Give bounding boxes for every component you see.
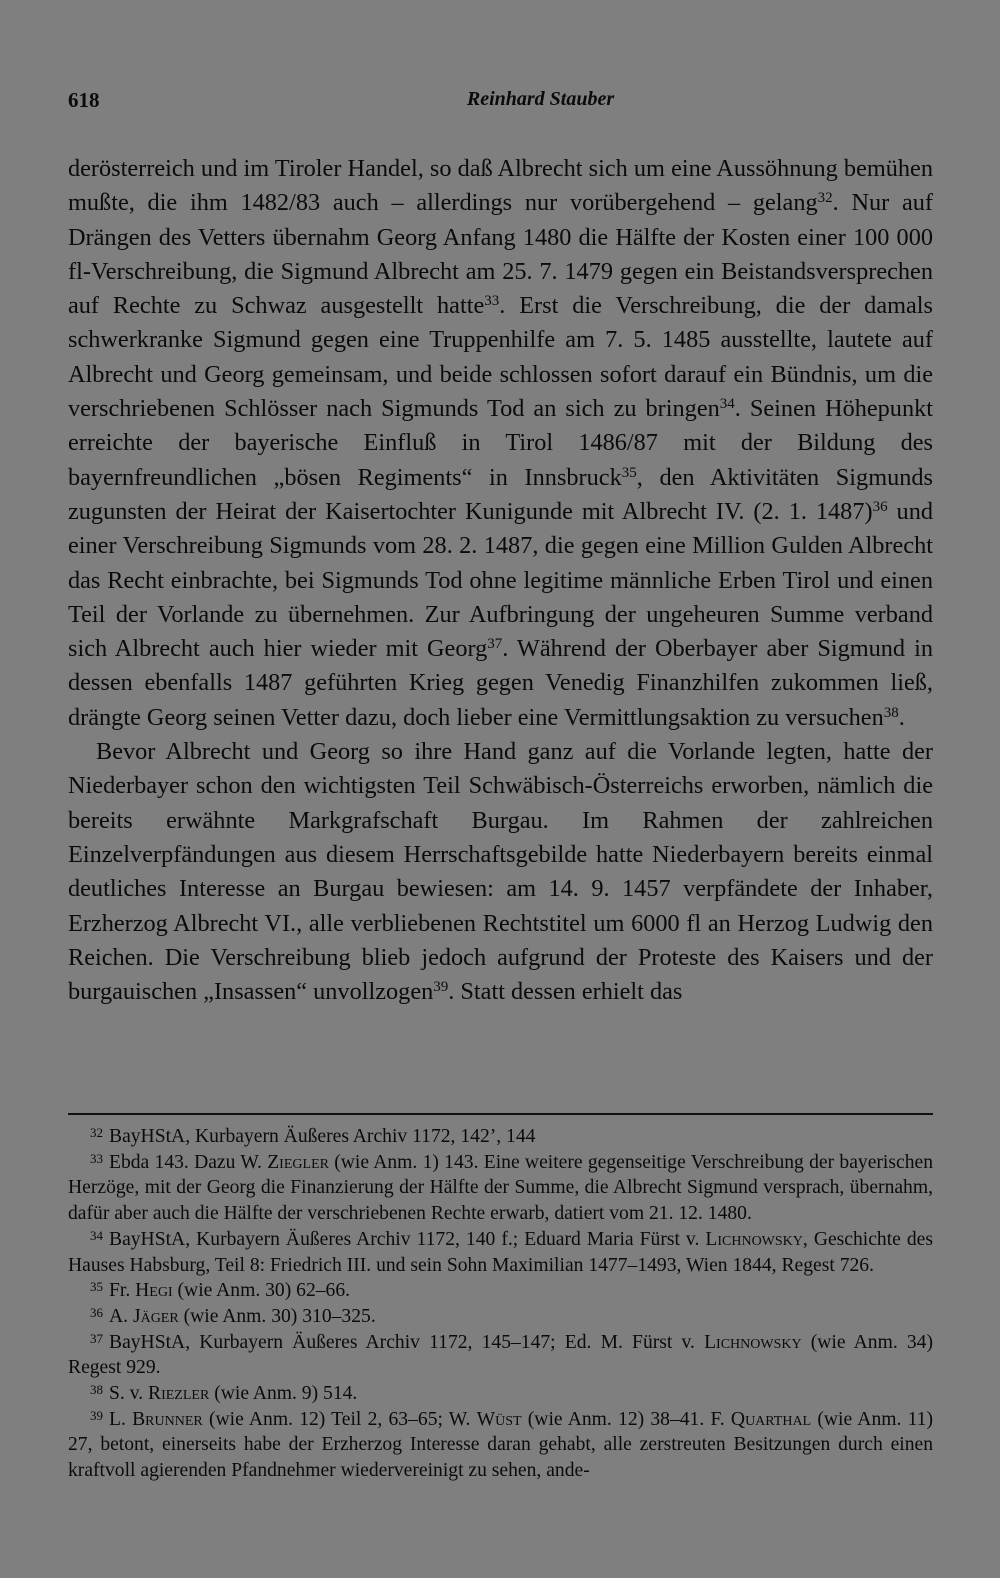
footnote-number: 36 <box>90 1304 103 1320</box>
author-name: Riezler <box>148 1383 210 1405</box>
text-segment: . Erst die Verschreibung, die der damals schwerkranke Sigmund gegen eine Truppenhilfe am 7. 5. 1485 ausstellte, lautete auf Albrecht und Georg gemeinsam, und beide schlossen sofort darauf ein Bündnis, um die verschriebenen Schlösser nach Sigmunds Tod an sich zu bringen <box>68 292 934 423</box>
footnote-ref-37: 37 <box>487 636 503 653</box>
author-name: Ziegler <box>267 1151 329 1173</box>
text-segment: , den Aktivitäten Sigmunds zugunsten der Heirat der Kaisertochter Kunigunde mit Albrecht IV. (2. 1. 1487) <box>68 463 934 525</box>
footnote-text: (wie Anm. 11) 27, betont, einerseits habe der Erzherzog Interesse daran gehabt, alle zerstreuten Besitzungen durch einen kraftvoll agierenden Pfandnehmer wiedervereinigt zu sehen, ande- <box>68 1408 933 1482</box>
footnote-33 <box>68 1150 933 1227</box>
footnote-32 <box>68 1124 933 1150</box>
footnote-text: (wie Anm. 1) 143. Eine weitere gegenseitige Verschreibung der bayerischen Herzöge, mit der Georg die Finanzierung der Hälfte der Summe, die Albrecht Sigmund versprach, übernahm, dafür aber auch die Hälfte der verschriebenen Rechte erwarb, datiert vom 21. 12. 1480. <box>68 1151 933 1225</box>
footnote-text: Ebda 143. Dazu W. <box>109 1151 268 1173</box>
paragraph-2 <box>68 735 933 1009</box>
footnote-text: (wie Anm. 9) 514. <box>209 1383 358 1405</box>
page-header <box>68 88 933 118</box>
text-segment: . <box>898 703 905 731</box>
footnote-ref-36: 36 <box>872 498 888 515</box>
footnote-text: S. v. <box>109 1383 149 1405</box>
author-name: Lichnowsky <box>704 1331 802 1353</box>
footnote-number: 35 <box>90 1279 103 1295</box>
main-text <box>68 152 933 1009</box>
footnote-ref-39: 39 <box>433 979 449 996</box>
footnotes <box>68 1124 933 1484</box>
page-number: 618 <box>68 88 100 112</box>
text-segment: . Nur auf Drängen des Vetters übernahm Georg Anfang 1480 die Hälfte der Kosten einer 100 000 fl-Verschreibung, die Sigmund Albrecht am 25. 7. 1479 gegen ein Beistandsversprechen auf Rechte zu Schwaz ausgestellt hatte <box>68 189 933 320</box>
text-segment: . Statt dessen erhielt das <box>448 978 683 1006</box>
footnote-ref-38: 38 <box>883 704 899 721</box>
footnote-number: 32 <box>90 1125 103 1140</box>
footnote-text: Fr. <box>109 1280 136 1302</box>
footnote-number: 34 <box>90 1227 103 1243</box>
footnote-34 <box>68 1227 933 1278</box>
footnote-35 <box>68 1278 933 1304</box>
footnote-text: (wie Anm. 12) 38–41. F. <box>521 1408 731 1430</box>
footnote-text: (wie Anm. 34) Regest 929. <box>68 1331 933 1379</box>
text-segment: und einer Verschreibung Sigmunds vom 28. 2. 1487, die gegen eine Million Gulden Albrecht das Recht einbrachte, bei Sigmunds Tod ohne legitime männliche Erben Tirol und einen Teil der Vorlande zu übernehmen. Zur Aufbringung der ungeheuren Summe verband sich Albrecht auch hier wieder mit Georg <box>68 497 933 663</box>
footnote-ref-32: 32 <box>817 190 833 207</box>
footnote-text: , Geschichte des Hauses Habsburg, Teil 8: Friedrich III. und sein Sohn Maximilian 1477–1493, Wien 1844, Regest 726. <box>68 1228 933 1276</box>
paragraph-1 <box>68 152 933 735</box>
footnote-number: 39 <box>90 1407 103 1423</box>
text-segment: . Seinen Höhepunkt erreichte der bayerische Einfluß in Tirol 1486/87 mit der Bildung des bayernfreundlichen „bösen Regiments“ in Innsbruck <box>68 395 934 491</box>
author-name: Quarthal <box>730 1408 812 1430</box>
footnote-ref-33: 33 <box>484 293 500 310</box>
footnote-text: (wie Anm. 12) Teil 2, 63–65; W. <box>202 1408 477 1430</box>
footnote-ref-35: 35 <box>621 464 637 481</box>
footnote-text: BayHStA, Kurbayern Äußeres Archiv 1172, 140 f.; Eduard Maria Fürst v. <box>109 1228 706 1250</box>
text-segment: Bevor Albrecht und Georg so ihre Hand ganz auf die Vorlande legten, hatte der Niederbayer schon den wichtigsten Teil Schwäbisch-Österreichs erworben, nämlich die bereits erwähnte Markgrafschaft Burgau. Im Rahmen der zahlreichen Einzelverpfändungen aus diesem Herrschaftsgebilde hatte Niederbayern bereits einmal deutliches Interesse an Burgau bewiesen: am 14. 9. 1457 verpfändete der Inhaber, Erzherzog Albrecht VI., alle verbliebenen Rechtstitel um 6000 fl an Herzog Ludwig den Reichen. Die Verschreibung blieb jedoch aufgrund der Proteste des Kaisers und der burgauischen „Insassen“ unvollzogen <box>68 738 933 1006</box>
footnote-text: (wie Anm. 30) 62–66. <box>172 1280 351 1302</box>
footnote-37 <box>68 1330 933 1381</box>
footnote-36 <box>68 1304 933 1330</box>
footnote-number: 38 <box>90 1382 103 1398</box>
footnote-text: BayHStA, Kurbayern Äußeres Archiv 1172, 145–147; Ed. M. Fürst v. <box>109 1331 705 1353</box>
footnote-number: 37 <box>90 1330 103 1346</box>
footnote-ref-34: 34 <box>719 396 735 413</box>
footnote-39 <box>68 1407 933 1484</box>
footnote-separator <box>68 1113 933 1115</box>
running-head-author: Reinhard Stauber <box>466 88 615 110</box>
footnote-38 <box>68 1381 933 1407</box>
text-segment: . Während der Oberbayer aber Sigmund in dessen ebenfalls 1487 geführten Krieg gegen Venedig Finanzhilfen zukommen ließ, drängte Georg seinen Vetter dazu, doch lieber eine Vermittlungsaktion zu versuchen <box>68 635 933 731</box>
author-name: Jäger <box>132 1305 179 1327</box>
text-segment: derösterreich und im Tiroler Handel, so daß Albrecht sich um eine Aussöhnung bemühen mußte, die ihm 1482/83 auch – allerdings nur vorübergehend – gelang <box>68 155 933 217</box>
author-name: Lichnowsky <box>705 1228 803 1250</box>
footnote-text: L. <box>109 1408 133 1430</box>
author-name: Hegi <box>135 1280 173 1302</box>
footnote-text: BayHStA, Kurbayern Äußeres Archiv 1172, 142’, 144 <box>109 1126 536 1147</box>
footnote-text: A. <box>109 1305 133 1327</box>
author-name: Brunner <box>132 1408 203 1430</box>
author-name: Wüst <box>476 1408 522 1430</box>
footnote-text: (wie Anm. 30) 310–325. <box>178 1305 376 1327</box>
footnote-number: 33 <box>90 1150 103 1166</box>
